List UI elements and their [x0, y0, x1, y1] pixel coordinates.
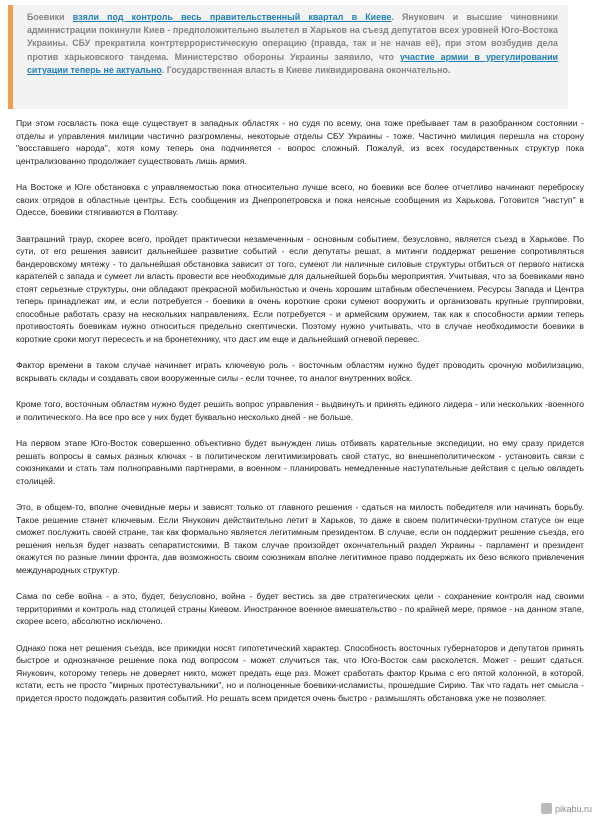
article-paragraph: Сама по себе война - а это, будет, безусловно, война - будет вестись за две стратегических цели - сохранение контроля над своими территориями и контроль над столицей страны Киевом. Иностранное военное вмешательство - по крайней мере, прямое - на данном этапе, скорее всего, абсолютно исключено.	[16, 591, 584, 626]
article-paragraph: Фактор времени в таком случае начинает играть ключевую роль - восточным областям нужно будет проводить срочную мобилизацию, вскрывать склады и создавать свои вооруженные силы - если точнее, то аналог внутренних войск.	[16, 360, 584, 383]
article-paragraph: Однако пока нет решения съезда, все прикидки носят гипотетический характер. Способность восточных губернаторов и депутатов принять быстрое и однозначное решение пока под вопросом - может случиться так, что Юго-Восток сам расколется. Может - решит сдаться. Янукович, которому теперь не доверяет никто, может предать еще раз. Может сработать фактор Крыма с его пятой колонной, в которой, кстати, есть не просто "мирных протестувальники", но и полноценные боевики-исламисты, прошедшие Сирию. Так что гадать нет смысла - придется просто подождать развития событий. Но решать всем придется очень быстро - размышлять обстановка уже не позволяет.	[16, 642, 584, 703]
article-paragraph: Кроме того, восточным областям нужно будет решить вопрос управления - выдвинуть и принять единого лидера - или нескольких -военного и политического. На все про все у них будет буквально несколько дней - не больше.	[16, 399, 584, 422]
government-quarter-link[interactable]: взяли под контроль весь правительственный квартал в Киеве	[72, 12, 392, 22]
pikabu-logo-icon	[541, 803, 552, 814]
site-watermark	[541, 803, 592, 814]
quote-text-1: Боевики	[27, 12, 73, 22]
quote-text-2: . Янукович и высшие чиновники администрации покинули Киев - предположительно вылетел в Харьков на съезд депутатов всех уровней Юго-Востока Украины. СБУ прекратила контртеррористическую операцию (правда, так и не начав её), при этом возбудив дела против харьковского тандема. Министерство обороны Украины заявило, что	[27, 12, 559, 62]
article-paragraph: Завтрашний траур, скорее всего, пройдет практически незамеченным - основным событием, безусловно, является съезд в Харькове. По сути, от его решения зависит дальнейшее развитие событий - если депутаты решат, а митинги поддержат решение сопротивляться бандеровскому мятежу - то дальнейшая обстановка зависит от того, сумеют ли наличные силовые структуры отбиться от первого натиска карателей с запада и сумеет ли власть провести все необходимые для дальнейшей борьбы мероприятия. Учитывая, что за боевиками явно стоят серьезные структуры, они обладают прекрасной мобильностью и очень хорошим штабным обеспечением. Ресурсы Запада и Центра теперь принадлежат им, и если потребуется - боевики в очень короткие сроки сумеют вооружить и организовать крупные группировки, способные работать сразу на нескольких направлениях. Если потребуется - и армейским оружием, так как к способности армии теперь противостоять боевикам нужно относиться предельно скептически. Поэтому нужно учитывать, что в случае необходимости боевики в короткие сроки могут пересесть и на бронетехнику, что даст им еще и дальнейший огневой перевес.	[16, 233, 584, 344]
quote-text-3: . Государственная власть в Киеве ликвидирована окончательно.	[161, 64, 451, 75]
article-paragraph: При этом госвласть пока еще существует в западных областях - но судя по всему, она тоже пребывает там в разобранном состоянии - отделы и управления милиции частично разгромлены, некоторые отделы СБУ Украины - тоже. Частично милиция перешла на сторону "восставшего народа", хотя кому теперь она подчиняется - вопрос сложный. Пожалуй, из всех государственных структур пока централизованно продолжает существовать лишь армия.	[16, 118, 584, 166]
article-paragraph: Это, в общем-то, вполне очевидные меры и зависят только от главного решения - сдаться на милость победителя или начинать борьбу. Такое решение станет ключевым. Если Янукович действительно летит в Харьков, то даже в своем политически-трупном статусе он еще сможет послужить своей стране, так как формально является легитимным президентом. В случае, если он поддержит решение съезда, его решения нельзя будет назвать сепаратистскими. В таком случае произойдет окончательный раздел Украины - парламент и президент окажутся по разные линии фронта, дав возможность своим союзникам вполне легитимное право поддержать их безо всякого привлечения международных структур.	[16, 502, 584, 575]
article-paragraph: На первом этапе Юго-Восток совершенно объективно будет вынужден лишь отбивать карательные экспедиции, но ему сразу придется решать вопросы в самых разных ключах - в политическом легитимизировать свой статус, во внешнеполитическом - установить связи с союзниками и стать там полноправными партнерами, в военном - планировать немедленные наступательные действия с целью овладеть столицей.	[16, 438, 584, 486]
watermark-text: pikabu.ru	[554, 803, 592, 814]
army-participation-link[interactable]: участие армии в урегулировании ситуации теперь не актуально	[27, 51, 558, 75]
lead-quote-block	[8, 5, 568, 109]
article-paragraph: На Востоке и Юге обстановка с управляемостью пока относительно лучше всего, но боевики все более отчетливо начинают переброску своих отрядов в областные центры. Есть сообщения из Днепропетровска и пока неясные сообщения из Харькова. Готовится "наступ" в Одессе, боевики стягиваются в Полтаву.	[16, 182, 584, 217]
article-body	[16, 117, 584, 718]
